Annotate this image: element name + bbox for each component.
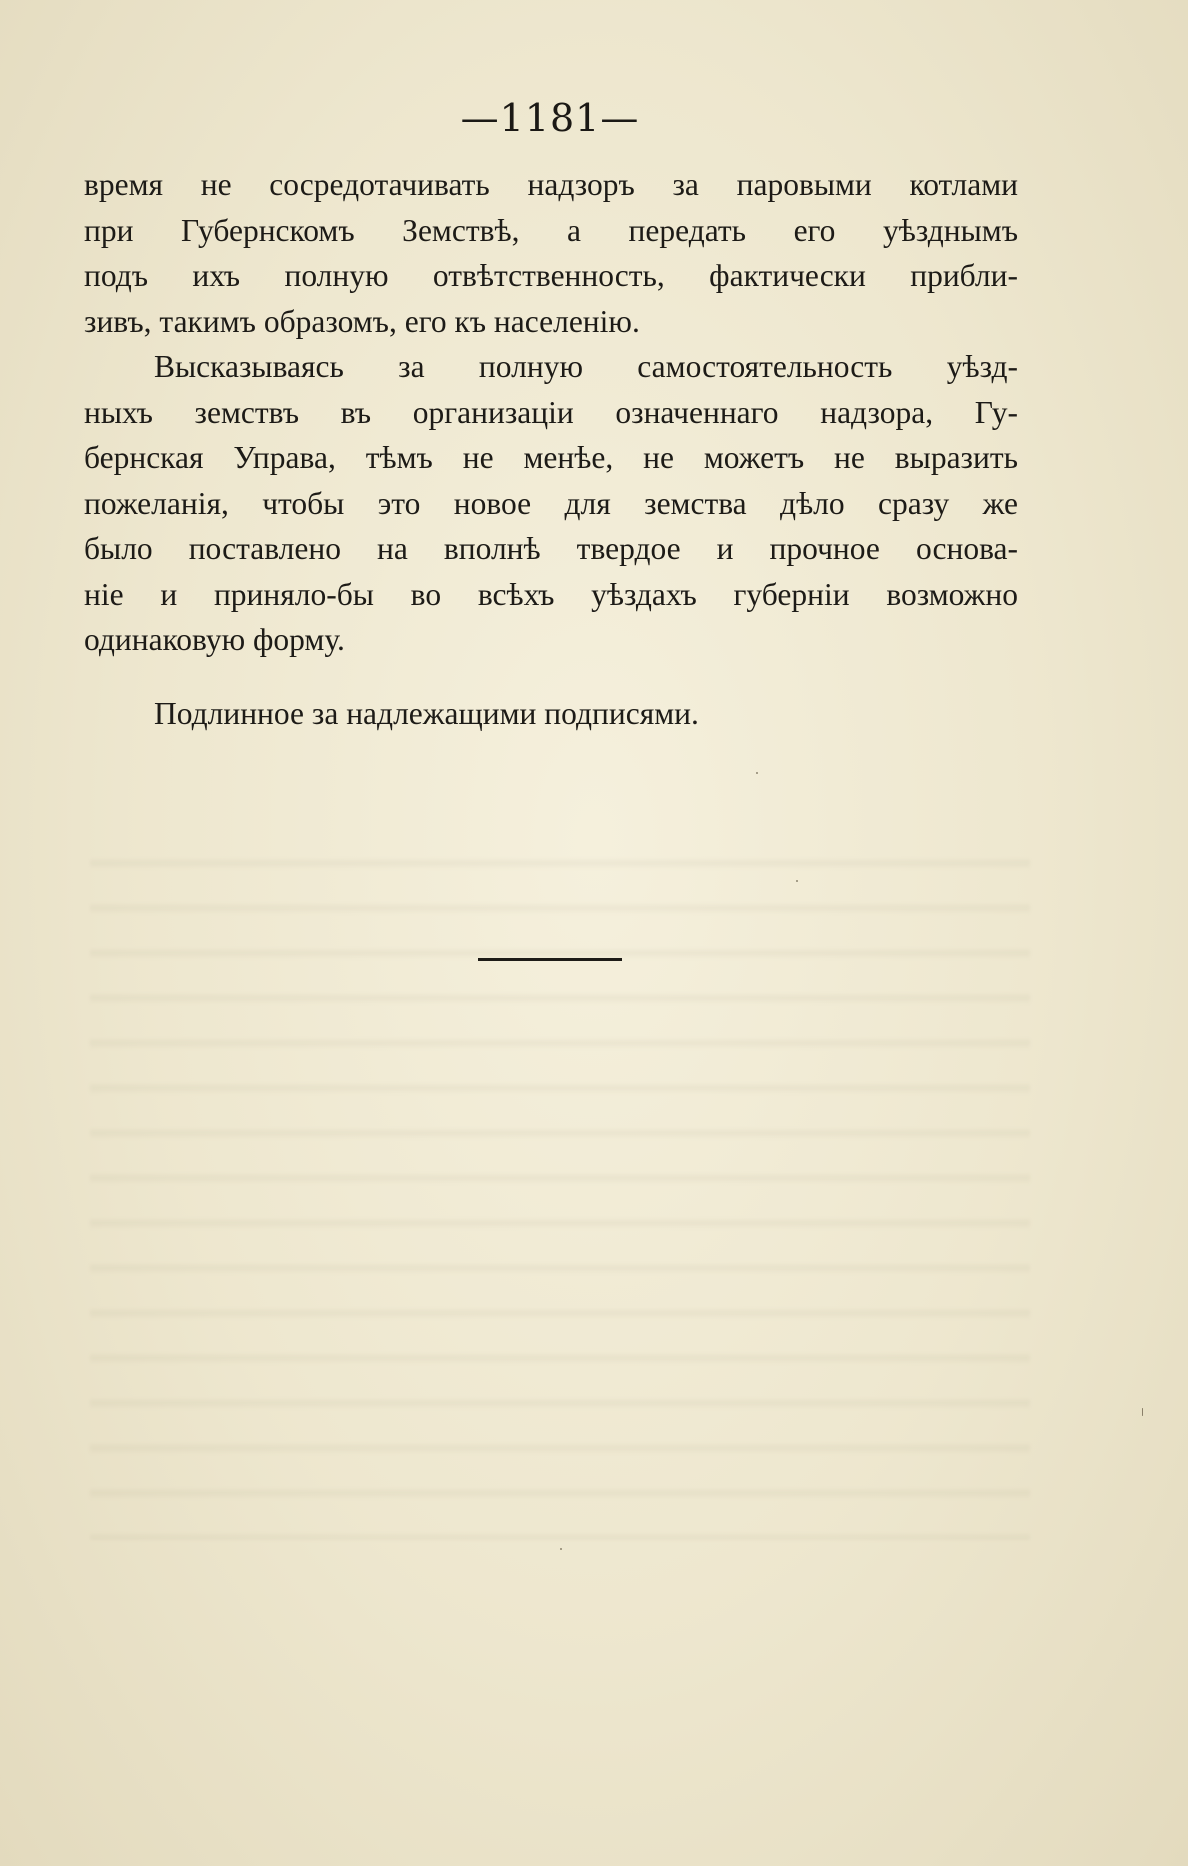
paper-speck — [756, 772, 758, 774]
text-line: время не сосредотачивать надзоръ за паровыми котлами — [84, 167, 1018, 202]
page-number: —1181— — [460, 96, 640, 140]
paper-speck — [560, 1548, 562, 1550]
paper-speck — [796, 880, 798, 882]
text-line: зивъ, такимъ образомъ, его къ населенію. — [84, 303, 640, 339]
horizontal-rule — [478, 958, 622, 961]
text-line: пожеланія, чтобы это новое для земства дѣло сразу же — [84, 485, 1018, 521]
bleed-through-texture — [90, 840, 1030, 1540]
text-line: Высказываясь за полную самостоятельность уѣзд- — [154, 349, 1018, 384]
text-line: ныхъ земствъ въ организаціи означеннаго надзора, Гу- — [84, 394, 1018, 430]
text-line: было поставлено на вполнѣ твердое и прочное основа- — [84, 531, 1018, 566]
text-line: одинаковую форму. — [84, 622, 345, 657]
body-text — [84, 162, 1018, 663]
text-line: подъ ихъ полную отвѣтственность, фактически прибли- — [84, 258, 1018, 293]
text-line: бернская Управа, тѣмъ не менѣе, не можетъ не выразить — [84, 440, 1018, 475]
text-line: при Губернскомъ Земствѣ, а передать его уѣзднымъ — [84, 212, 1018, 248]
paragraph-2 — [84, 344, 1018, 663]
text-line: ніе и приняло-бы во всѣхъ уѣздахъ губерніи возможно — [84, 576, 1018, 612]
paragraph-1 — [84, 162, 1018, 344]
closing-line: Подлинное за надлежащими подписями. — [154, 696, 699, 731]
paper-speck — [1142, 1408, 1143, 1416]
